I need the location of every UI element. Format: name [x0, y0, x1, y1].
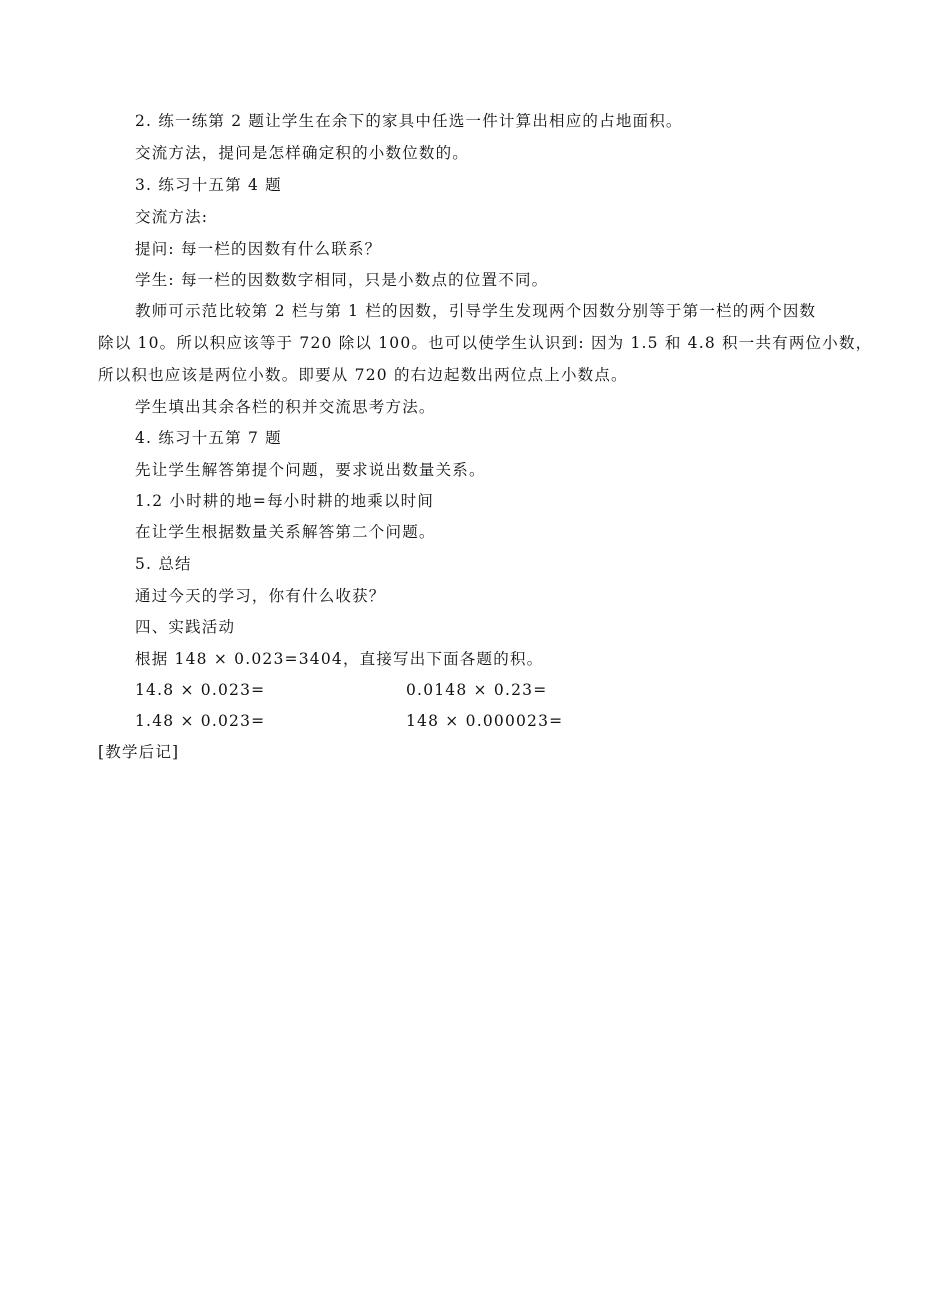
- text-line: 交流方法，提问是怎样确定积的小数位数的。: [135, 144, 470, 162]
- text-line: 交流方法:: [135, 208, 209, 226]
- section-heading: 4. 练习十五第 7 题: [135, 429, 282, 447]
- equation: 0.0148 × 0.23=: [406, 681, 548, 699]
- section-heading: 四、实践活动: [135, 618, 236, 636]
- text-line: 在让学生根据数量关系解答第二个问题。: [135, 523, 436, 541]
- text-line: 2. 练一练第 2 题让学生在余下的家具中任选一件计算出相应的占地面积。: [135, 112, 683, 130]
- section-heading: 3. 练习十五第 4 题: [135, 176, 282, 194]
- text-line: 通过今天的学习，你有什么收获？: [135, 587, 386, 605]
- text-line: 教师可示范比较第 2 栏与第 1 栏的因数，引导学生发现两个因数分别等于第一栏的两个因数: [135, 302, 817, 320]
- equation: 1.48 × 0.023=: [135, 712, 266, 730]
- text-line: 学生填出其余各栏的积并交流思考方法。: [135, 398, 436, 416]
- text-line: 1.2 小时耕的地=每小时耕的地乘以时间: [135, 492, 435, 510]
- equation: 14.8 × 0.023=: [135, 681, 266, 699]
- text-line: 先让学生解答第提个问题，要求说出数量关系。: [135, 461, 486, 479]
- section-heading: [教学后记]: [98, 743, 180, 761]
- text-line: 学生: 每一栏的因数数字相同，只是小数点的位置不同。: [135, 271, 549, 289]
- section-heading: 5. 总结: [135, 555, 192, 573]
- equation: 148 × 0.000023=: [406, 712, 564, 730]
- text-line: 所以积也应该是两位小数。即要从 720 的右边起数出两位点上小数点。: [98, 366, 628, 384]
- text-line: 除以 10。所以积应该等于 720 除以 100。也可以使学生认识到: 因为 1.5 和 4.8 积一共有两位小数，: [98, 334, 873, 352]
- text-line: 提问: 每一栏的因数有什么联系？: [135, 240, 382, 258]
- text-line: 根据 148 × 0.023=3404，直接写出下面各题的积。: [135, 650, 544, 668]
